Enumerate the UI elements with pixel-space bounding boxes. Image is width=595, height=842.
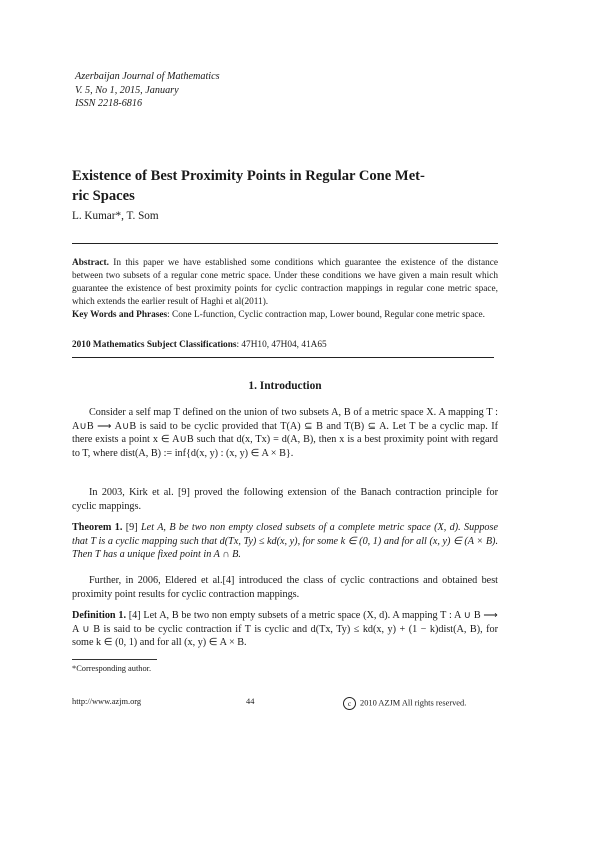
msc-label: 2010 Mathematics Subject Classifications [72,340,237,350]
msc-text: : 47H10, 47H04, 41A65 [236,340,327,350]
theorem-1 [72,521,498,562]
keywords-text: : Cone L-function, Cyclic contraction map, Lower bound, Regular cone metric space. [167,310,485,320]
msc-classification [72,339,498,352]
intro-paragraph-2: In 2003, Kirk et al. [9] proved the following extension of the Banach contraction principle for cyclic mappings. [72,487,498,512]
theorem-text: Let A, B be two non empty closed subsets of a complete metric space (X, d). Suppose that T is a cyclic mapping such that d(Tx, Ty) ≤ kd(x, y), for some k ∈ (0, 1) and for all (x, y) ∈ (A × B). Then T has a unique fixed point in A ∩ B. [72,522,499,560]
title-line-1: Existence of Best Proximity Points in Regular Cone Met- [72,168,425,184]
abstract-rule [72,357,494,358]
abstract-label: Abstract. [72,258,109,268]
journal-name: Azerbaijan Journal of Mathematics [75,71,220,82]
section-heading-introduction: 1. Introduction [248,380,322,392]
copyright-icon: c [343,697,356,710]
definition-text: [4] Let A, B be two non empty subsets of a metric space (X, d). A mapping T : A ∪ B ⟶ A ∪ B is said to be cyclic contraction if T is cyclic and d(Tx, Ty) ≤ kd(x, y) + (1 − k)dist(A, B), for some k ∈ (0, 1) and for all (x, y) ∈ A × B. [72,610,498,648]
abstract-text: In this paper we have established some conditions which guarantee the existence of the distance between two subsets of a regular cone metric space. Under these conditions we have given a main result which guarantee the existence of best proximity points for cyclic contraction mappings in regular cone metric space, which extends the earlier result of Haghi et al(2011). [72,258,498,307]
intro-paragraph-3: Further, in 2006, Eldered et al.[4] introduced the class of cyclic contractions and obtained best proximity point results for cyclic contraction mappings. [72,575,498,600]
footer-copyright [343,697,466,710]
intro-paragraph-1: Consider a self map T defined on the union of two subsets A, B of a metric space X. A mapping T : A∪B ⟶ A∪B is said to be cyclic provided that T(A) ⊆ B and T(B) ⊆ A. Let T be a cyclic map. If there exists a point x ∈ A∪B such that d(x, Tx) = d(A, B), then x is a best proximity point with regard to T, where dist(A, B) := inf{d(x, y) : (x, y) ∈ A × B}. [72,407,498,459]
title-line-2: ric Spaces [72,188,135,204]
footer-rights: 2010 AZJM All rights reserved. [360,698,467,708]
footnote: *Corresponding author. [72,664,152,673]
keywords-label: Key Words and Phrases [72,310,168,320]
keywords [72,309,498,322]
journal-header [75,70,220,111]
journal-volume: V. 5, No 1, 2015, January [75,84,179,96]
journal-issn: ISSN 2218-6816 [75,98,143,110]
footer-page-number: 44 [246,697,255,706]
paper-title [72,166,512,206]
abstract [72,257,498,309]
definition-1 [72,609,498,650]
footer-url[interactable]: http://www.azjm.org [72,697,142,706]
paper-authors: L. Kumar*, T. Som [72,210,159,222]
definition-label: Definition 1. [72,610,126,621]
footnote-rule [72,659,157,660]
title-rule [72,243,498,244]
theorem-ref: [9] [122,522,142,533]
theorem-label: Theorem 1. [72,522,123,533]
